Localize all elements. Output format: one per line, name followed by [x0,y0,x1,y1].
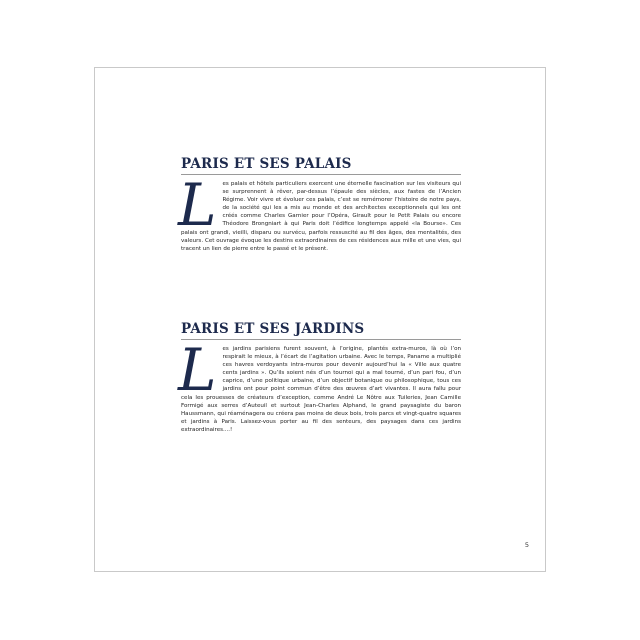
section-text: es palais et hôtels particuliers exercent une éternelle fascination sur les visiteurs qui se surprennent à rêver, par-dessus l’épaule des siècles, aux fastes de l’Ancien Régime. Voir vivre et évoluer ces palais, c’est se remémorer l’histoire de notre pays, de la société qui les a mis au monde et des architectes exceptionnels qui les ont créés comme Charles Garnier pour l’Opéra, Girault pour le Petit Palais ou encore Théodore Brongniart à qui Paris doit l’édifice longtemps appelé «la Bourse». Ces palais ont grandi, vieilli, disparu ou survécu, parfois ressuscité au fil des âges, des mentalités, des valeurs. Cet ouvrage évoque les destins extraordinaires de ces résidences aux mille et une vies, qui tracent un lien de pierre entre le passé et le présent. [181,181,461,252]
section-palais [178,156,461,253]
section-text: es jardins parisiens furent souvent, à l’origine, plantés extra-muros, là où l’on respirait le mieux, à l’écart de l’agitation urbaine. Avec le temps, Paname a multiplié ces havres verdoyants intra-muros pour devenir aujourd’hui la « Ville aux quatre cents jardins ». Qu’ils soient nés d’un tournoi qui a mal tourné, d’un pari fou, d’un caprice, d’une politique urbaine, d’un objectif botanique ou philosophique, tous ces jardins ont pour point commun d’être des œuvres d’art vivantes. Il aura fallu pour cela les prouesses de créateurs d’exception, comme André Le Nôtre aux Tuileries, Jean Camille Formigé aux serres d’Auteuil et surtout Jean-Charles Alphand, le grand paysagiste du baron Haussmann, qui réaménagera ou créera pas moins de deux bois, trois parcs et vingt-quatre squares et jardins à Paris. Laissez-vous porter au fil des senteurs, des paysages dans ces jardins extraordinaires....! [181,346,461,433]
page-number: 5 [524,541,529,549]
section-jardins [178,321,461,434]
section-body [178,336,461,434]
section-title: PARIS ET SES PALAIS [181,156,352,172]
title-underline [181,174,461,175]
drop-cap: L [178,336,217,404]
section-title: PARIS ET SES JARDINS [181,321,365,337]
book-page [94,67,546,572]
title-underline [181,339,461,340]
section-body [178,171,461,253]
drop-cap: L [178,171,217,239]
